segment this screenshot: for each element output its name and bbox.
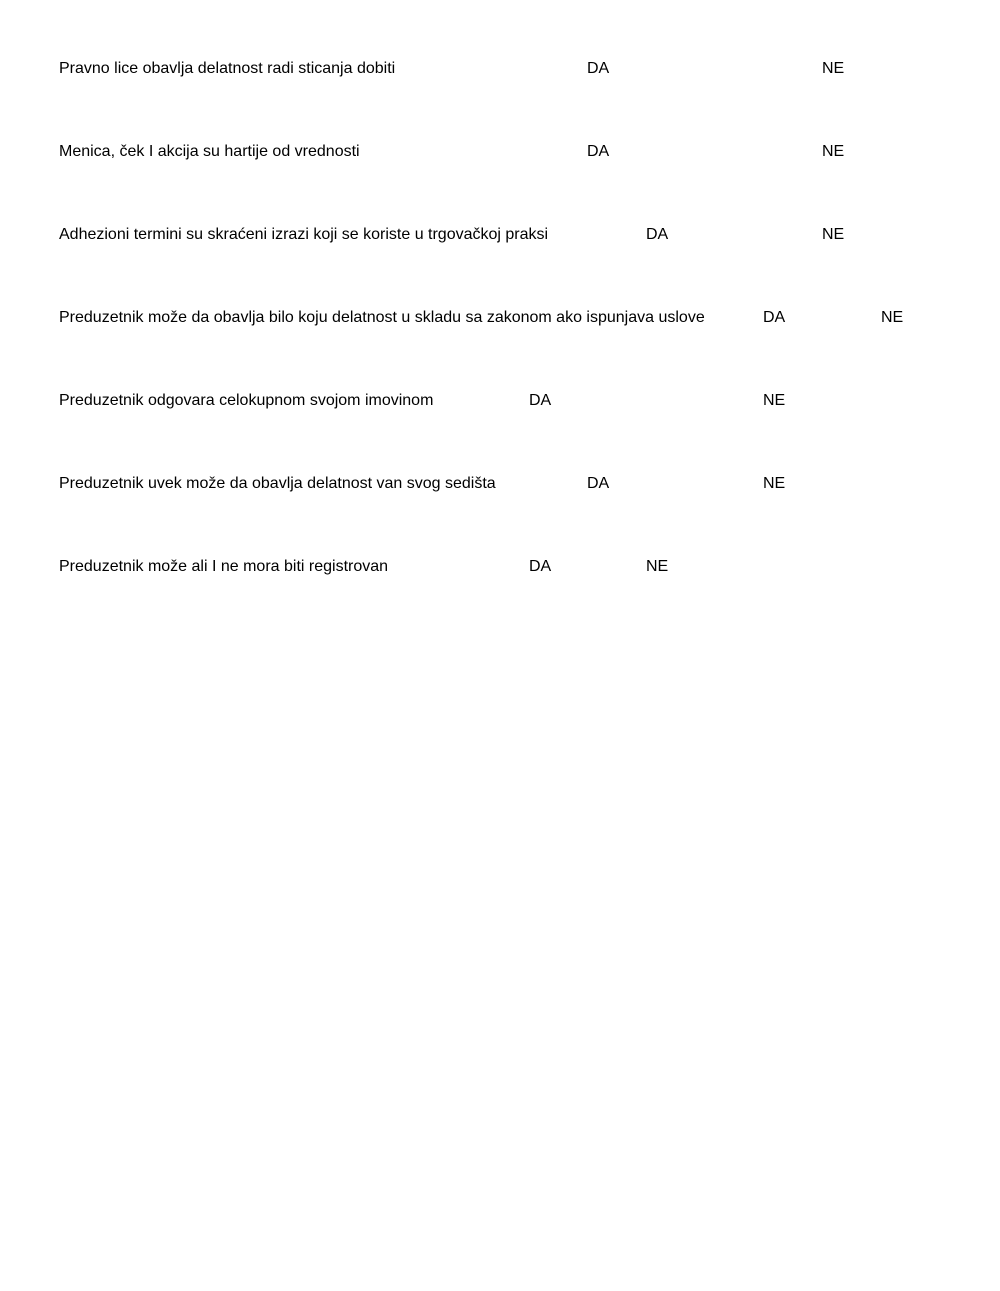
answer-option-da[interactable]: DA [587, 60, 610, 77]
question-text: Preduzetnik može ali I ne mora biti registrovan [59, 558, 389, 575]
question-text: Menica, ček I akcija su hartije od vrednosti [59, 143, 360, 160]
answer-option-da[interactable]: DA [587, 143, 610, 160]
answer-option-ne[interactable]: NE [646, 558, 669, 575]
question-row-3 [0, 223, 1000, 247]
question-text: Adhezioni termini su skraćeni izrazi koji se koriste u trgovačkoj praksi [59, 226, 549, 243]
question-row-5 [0, 389, 1000, 413]
answer-option-ne[interactable]: NE [763, 392, 786, 409]
answer-option-ne[interactable]: NE [822, 226, 845, 243]
question-text: Pravno lice obavlja delatnost radi sticanja dobiti [59, 60, 396, 77]
question-text: Preduzetnik može da obavlja bilo koju delatnost u skladu sa zakonom ako ispunjava uslove [59, 309, 705, 326]
question-row-1 [0, 57, 1000, 81]
question-row-2 [0, 140, 1000, 164]
question-row-4 [0, 306, 1000, 330]
answer-option-ne[interactable]: NE [881, 309, 904, 326]
answer-option-ne[interactable]: NE [763, 475, 786, 492]
answer-option-da[interactable]: DA [763, 309, 786, 326]
question-text: Preduzetnik uvek može da obavlja delatnost van svog sedišta [59, 475, 496, 492]
answer-option-da[interactable]: DA [587, 475, 610, 492]
answer-option-da[interactable]: DA [529, 392, 552, 409]
answer-option-da[interactable]: DA [646, 226, 669, 243]
answer-option-ne[interactable]: NE [822, 143, 845, 160]
answer-option-da[interactable]: DA [529, 558, 552, 575]
question-row-6 [0, 472, 1000, 496]
answer-option-ne[interactable]: NE [822, 60, 845, 77]
question-row-7 [0, 555, 1000, 579]
question-text: Preduzetnik odgovara celokupnom svojom imovinom [59, 392, 434, 409]
